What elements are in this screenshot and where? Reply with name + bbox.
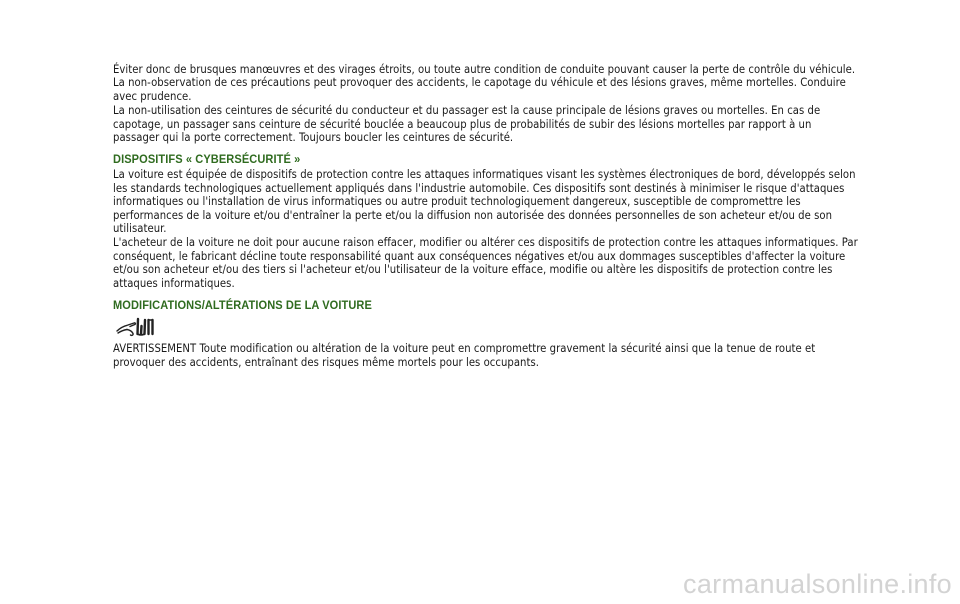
intro-paragraph-2: La non-utilisation des ceintures de sécurité du conducteur et du passager est la cause principale de lésions graves ou mortelles. En cas de capotage, un passager sans ceinture de sécurité bouclée a beaucoup plus de probabilités de subir des lésions mortelles par rapport à un passager qui la porte correctement. Toujours boucler les ceintures de sécurité. [113, 104, 821, 145]
cybersecurity-paragraph-2: L'acheteur de la voiture ne doit pour aucune raison effacer, modifier ou altérer ces dispositifs de protection contre les attaques informatiques. Par conséquent, le fabricant décline toute responsabilité quant aux conséquences négatives et/ou aux dommages susceptibles d'affecter la voiture et/ou son acheteur et/ou des tiers si l'acheteur et/ou l'utilisateur de la voiture efface, modifie ou altère les dispositifs de protection contre les attaques informatiques. [113, 236, 858, 290]
warning-paragraph: AVERTISSEMENT Toute modification ou altération de la voiture peut en compromettre gravement la sécurité ainsi que la tenue de route et provoquer des accidents, entraînant des risques même mortels pour les occupants. [113, 342, 816, 369]
section-heading-cybersecurity: DISPOSITIFS « CYBERSÉCURITÉ » [113, 152, 301, 167]
intro-paragraph-1: Éviter donc de brusques manœuvres et des virages étroits, ou toute autre condition de conduite pouvant causer la perte de contrôle du véhicule. La non-observation de ces précautions peut provoquer des accidents, le capotage du véhicule et des lésions graves, même mortelles. Conduire avec prudence. [113, 63, 856, 103]
section-heading-modifications: MODIFICATIONS/ALTÉRATIONS DE LA VOITURE [113, 298, 372, 313]
cybersecurity-paragraph-1: La voiture est équipée de dispositifs de protection contre les attaques informatiques visant les systèmes électroniques de bord, développés selon les standards technologiques actuellement appliqués dans l'industrie automobile. Ces dispositifs sont destinés à minimiser le risque d'attaques informatiques ou l'installation de virus informatiques ou autre produit technologiquement dangereux, susceptible de compromettre les performances de la voiture et/ou d'entraîner la perte et/ou la diffusion non autorisée des données personnelles de son acheteur et/ou de son utilisateur. [113, 168, 856, 236]
watermark-text: carmanualsonline.info [683, 569, 952, 599]
document-page [113, 63, 858, 369]
warning-hand-icon [115, 316, 159, 338]
